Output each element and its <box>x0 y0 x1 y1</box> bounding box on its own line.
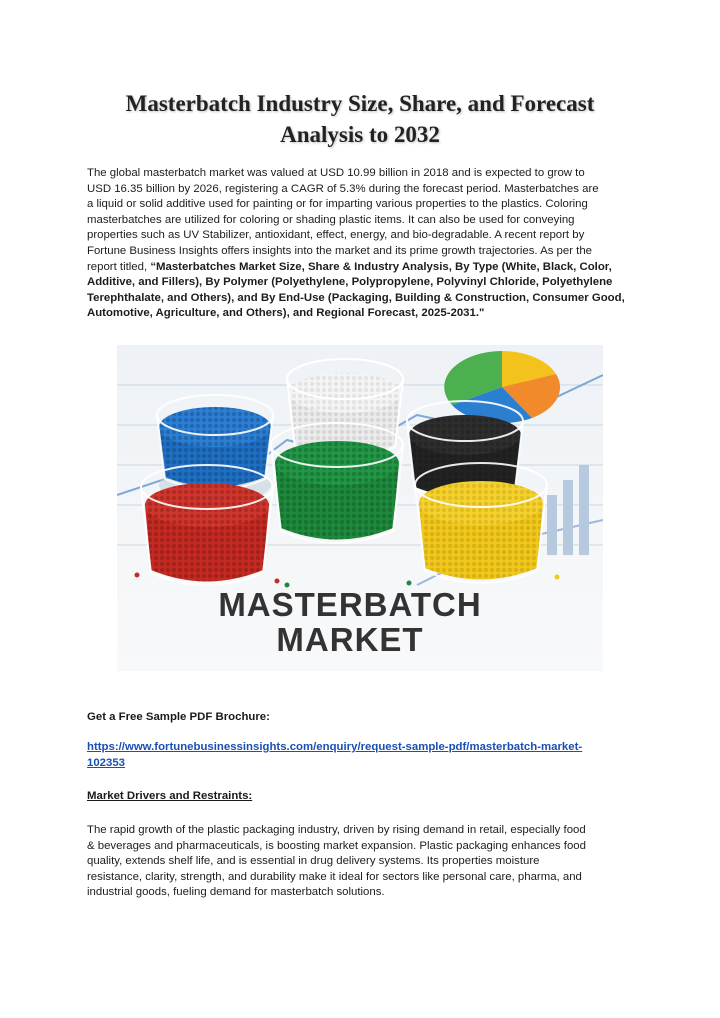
sample-link-line-2: 102353 <box>87 756 126 769</box>
drivers-line: The rapid growth of the plastic packaging industry, driven by rising demand in retail, especially food <box>87 824 586 836</box>
market-drivers-heading: Market Drivers and Restraints: <box>87 790 253 802</box>
drivers-line: resistance, clarity, strength, and durability make it ideal for sectors like personal care, pharma, and <box>87 870 582 883</box>
sample-link-line-1: https://www.fortunebusinessinsights.com/enquiry/request-sample-pdf/masterbatch-market- <box>87 741 583 753</box>
masterbatch-illustration <box>117 345 603 671</box>
market-drivers-paragraph <box>87 823 647 901</box>
intro-lead-in: report titled, <box>87 260 151 273</box>
intro-paragraph <box>87 166 647 322</box>
page-title <box>60 88 660 150</box>
intro-line: a liquid or solid additive used for painting or for imparting various properties to the plastics. Coloring <box>87 198 588 211</box>
report-title-line: Additive, and Fillers), By Polymer (Polyethylene, Polypropylene, Polyvinyl Chloride, Polyethylene <box>87 276 613 289</box>
drivers-line: quality, extends shelf life, and is essential in drug delivery systems. Its properties moisture <box>87 855 540 868</box>
intro-line: The global masterbatch market was valued at USD 10.99 billion in 2018 and is expected to grow to <box>87 167 585 179</box>
intro-line: masterbatches are utilized for coloring or shading plastic items. It can also be used for conveying <box>87 213 575 226</box>
drivers-line: & beverages and pharmaceuticals, is boosting market expansion. Plastic packaging enhances food <box>87 839 586 852</box>
title-line-1: Masterbatch Industry Size, Share, and Forecast <box>125 91 595 116</box>
drivers-line: industrial goods, fueling demand for masterbatch solutions. <box>87 886 385 899</box>
report-title-line: Automotive, Agriculture, and Others), and Regional Forecast, 2025-2031." <box>87 307 485 320</box>
masterbatch-market-image <box>117 345 603 671</box>
intro-line: Fortune Business Insights offers insights into the market and its prime growth trajectories. As per the <box>87 244 593 257</box>
sample-pdf-link[interactable] <box>87 740 647 771</box>
sample-brochure-label: Get a Free Sample PDF Brochure: <box>87 711 270 723</box>
report-title-line: Terephthalate, and Others), and By End-Use (Packaging, Building & Construction, Consumer Good, <box>87 291 625 304</box>
background-pie-chart <box>444 351 560 423</box>
title-line-2: Analysis to 2032 <box>280 122 440 147</box>
figure-caption-line-2: MARKET <box>276 621 424 658</box>
report-title-bold: “Masterbatches Market Size, Share & Industry Analysis, By Type (White, Black, Color, <box>150 260 612 273</box>
intro-line-report-title <box>87 260 647 276</box>
intro-line: USD 16.35 billion by 2026, registering a CAGR of 5.3% during the forecast period. Masterbatches are <box>87 182 599 195</box>
intro-line: properties such as UV Stabilizer, antioxidant, effect, energy, and bio-degradable. A recent report by <box>87 229 585 242</box>
figure-caption-line-1: MASTERBATCH <box>218 586 482 623</box>
